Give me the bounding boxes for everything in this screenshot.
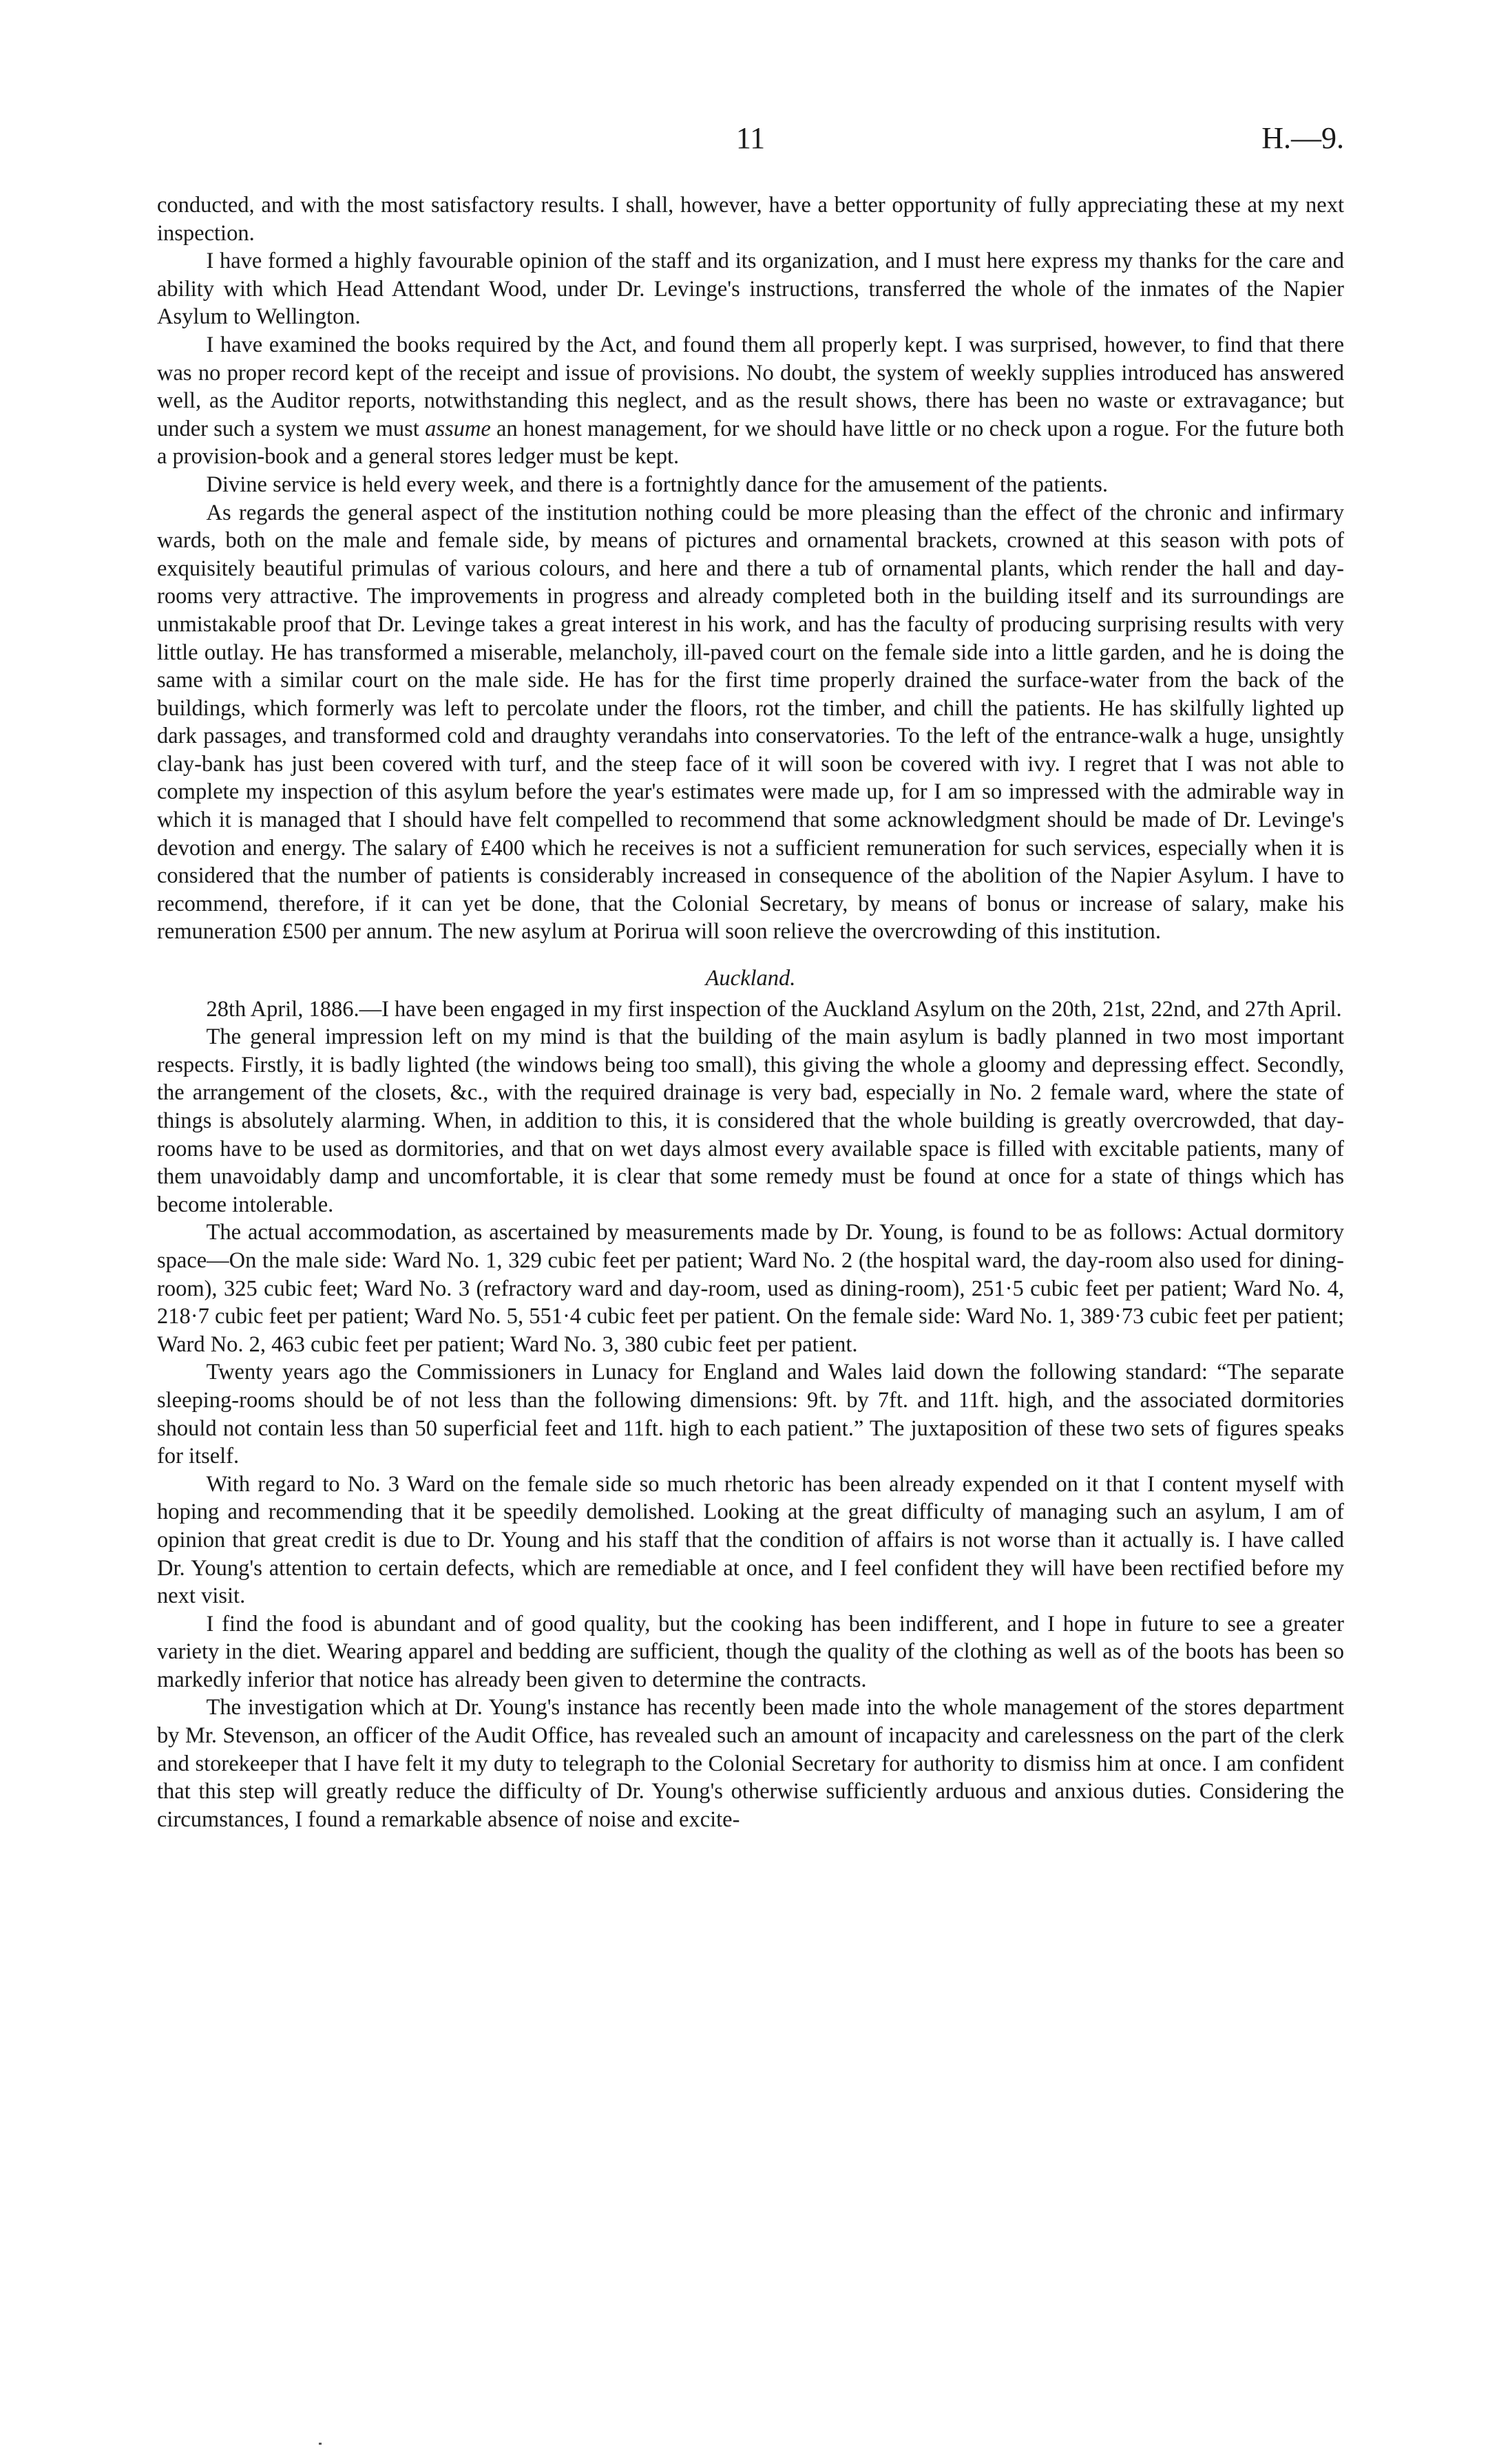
paragraph: The investigation which at Dr. Young's instance has recently been made into the whole management of the stores department by Mr. Stevenson, an officer of the Audit Office, has revealed such an amount of incapacity and carelessness on the part of the clerk and storekeeper that I have felt it my duty to telegraph to the Colonial Secretary for authority to dismiss him at once. I am confident that this step will greatly reduce the difficulty of Dr. Young's otherwise sufficiently arduous and anxious duties. Considering the circumstances, I found a remarkable absence of noise and excite- xyxy=(157,1695,1344,1832)
paragraph: Twenty years ago the Commissioners in Lunacy for England and Wales laid down the following standard: “The separate sleeping-rooms should be of not less than the following dimensions: 9ft. by 7ft. and 11ft. high, and the associated dormitories should not contain less than 50 superficial feet and 11ft. high to each patient.” The juxtaposition of these two sets of figures speaks for itself. xyxy=(157,1360,1344,1469)
page-header xyxy=(157,120,1344,162)
body-text xyxy=(157,191,1344,1833)
stray-ink-mark xyxy=(319,2443,322,2445)
section-heading: Auckland. xyxy=(705,966,796,991)
paragraph: With regard to No. 3 Ward on the female side so much rhetoric has been already expended on it that I content myself with hoping and recommending that it be speedily demolished. Looking at the great difficulty of managing such an asylum, I am of opinion that great credit is due to Dr. Young and his staff that the condition of affairs is not worse than it actually is. I have called Dr. Young's attention to certain defects, which are remediable at once, and I feel confident they will have been rectified before my next visit. xyxy=(157,1471,1344,1609)
paper-reference: H.—9. xyxy=(1261,121,1344,155)
page-number: 11 xyxy=(735,121,766,155)
italic-word: assume xyxy=(425,416,491,441)
paragraph: Divine service is held every week, and there is a fortnightly dance for the amusement of the patients. xyxy=(206,472,1108,497)
paragraph: I have formed a highly favourable opinion of the staff and its organization, and I must here express my thanks for the care and ability with which Head Attendant Wood, under Dr. Levinge's instructions, transferred the whole of the inmates of the Napier Asylum to Wellington. xyxy=(157,249,1344,330)
paragraph: 28th April, 1886.—I have been engaged in my first inspection of the Auckland Asylum on the 20th, 21st, 22nd, and 27th April. xyxy=(206,996,1342,1022)
paragraph: The general impression left on my mind is that the building of the main asylum is badly planned in two most important respects. Firstly, it is badly lighted (the windows being too small), this giving the whole a gloomy and depressing effect. Secondly, the arrangement of the closets, &c., with the required drainage is very bad, especially in No. 2 female ward, where the state of things is absolutely alarming. When, in addition to this, it is considered that the whole building is greatly overcrowded, that day-rooms have to be used as dormitories, and that on wet days almost every available space is filled with excitable patients, many of them unavoidably damp and uncomfortable, it is clear that some remedy must be found at once for a state of things which has become intolerable. xyxy=(157,1024,1344,1217)
paragraph: conducted, and with the most satisfactory results. I shall, however, have a better opportunity of fully appreciating these at my next inspection. xyxy=(157,193,1344,246)
paragraph xyxy=(157,331,1344,471)
paragraph: I find the food is abundant and of good quality, but the cooking has been indifferent, and I hope in future to see a greater variety in the diet. Wearing apparel and bedding are sufficient, though the quality of the clothing as well as of the boots has been so markedly inferior that notice has already been given to determine the contracts. xyxy=(157,1611,1344,1692)
paragraph-text-continued: an honest management, for we should have little or no check upon a rogue. For the future both a provision-book and a general stores ledger must be kept. xyxy=(157,416,1344,470)
paragraph: The actual accommodation, as ascertained by measurements made by Dr. Young, is found to be as follows: Actual dormitory space—On the male side: Ward No. 1, 329 cubic feet per patient; Ward No. 2 (the hospital ward, the day-room also used for dining-room), 325 cubic feet; Ward No. 3 (refractory ward and day-room, used as dining-room), 251·5 cubic feet per patient; Ward No. 4, 218·7 cubic feet per patient; Ward No. 5, 551·4 cubic feet per patient. On the female side: Ward No. 1, 389·73 cubic feet per patient; Ward No. 2, 463 cubic feet per patient; Ward No. 3, 380 cubic feet per patient. xyxy=(157,1220,1344,1357)
paragraph-text: I have examined the books required by the Act, and found them all properly kept. I was surprised, however, to find that there was no proper record kept of the receipt and issue of provisions. No doubt, the system of weekly supplies introduced has answered well, as the Auditor reports, notwithstanding this neglect, and as the result shows, there has been no waste or extravagance; but under such a system we must xyxy=(157,332,1344,441)
paragraph: As regards the general aspect of the institution nothing could be more pleasing than the effect of the chronic and infirmary wards, both on the male and female side, by means of pictures and ornamental brackets, crowned at this season with pots of exquisitely beautiful primulas of various colours, and here and there a tub of ornamental plants, which render the hall and day-rooms very attractive. The improvements in progress and already completed both in the building itself and its surroundings are unmistakable proof that Dr. Levinge takes a great interest in his work, and has the faculty of producing surprising results with very little outlay. He has transformed a miserable, melancholy, ill-paved court on the female side into a little garden, and he is doing the same with a similar court on the male side. He has for the first time properly drained the surface-water from the back of the buildings, which formerly was left to percolate under the floors, rot the timber, and chill the patients. He has skilfully lighted up dark passages, and transformed cold and draughty verandahs into conservatories. To the left of the entrance-walk a huge, unsightly clay-bank has just been covered with turf, and the steep face of it will soon be covered with ivy. I regret that I was not able to complete my inspection of this asylum before the year's estimates were made up, for I am so impressed with the admirable way in which it is managed that I should have felt compelled to recommend that some acknowledgment should be made of Dr. Levinge's devotion and energy. The salary of £400 which he receives is not a sufficient remuneration for such services, especially when it is considered that the number of patients is considerably increased in consequence of the abolition of the Napier Asylum. I have to recommend, therefore, if it can yet be done, that the Colonial Secretary, by means of bonus or increase of salary, make his remuneration £500 per annum. The new asylum at Porirua will soon relieve the overcrowding of this institution. xyxy=(157,500,1344,945)
